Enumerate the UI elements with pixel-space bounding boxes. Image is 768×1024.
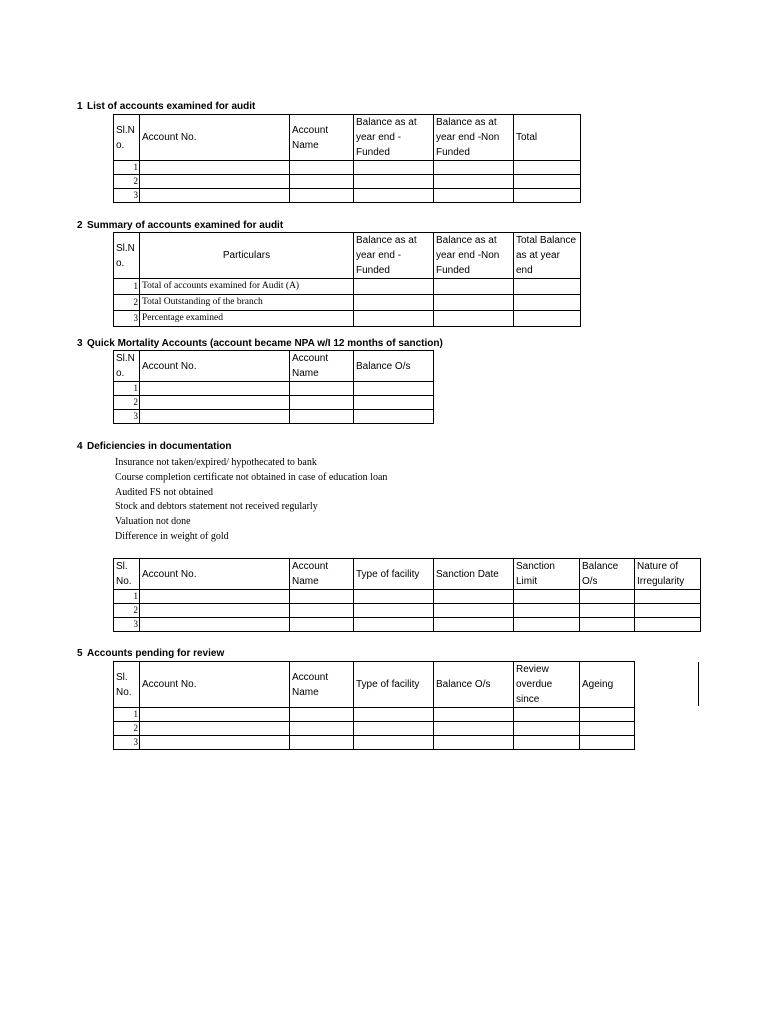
- table-cell[interactable]: [354, 189, 434, 203]
- table-cell[interactable]: [434, 189, 514, 203]
- table-cell[interactable]: [140, 708, 290, 722]
- table-row: [114, 295, 581, 311]
- table-cell[interactable]: [140, 161, 290, 175]
- column-header: Nature of Irregularity: [635, 559, 701, 590]
- column-header: Type of facility: [354, 559, 434, 590]
- table-cell[interactable]: [140, 618, 290, 632]
- table-cell[interactable]: [514, 618, 580, 632]
- table-cell[interactable]: [290, 590, 354, 604]
- table-cell[interactable]: [514, 736, 580, 750]
- table-cell[interactable]: [140, 590, 290, 604]
- column-header: Account Name: [290, 559, 354, 590]
- table-cell[interactable]: [140, 189, 290, 203]
- table-cell[interactable]: [434, 736, 514, 750]
- table-cell[interactable]: [140, 396, 290, 410]
- table-cell[interactable]: [140, 382, 290, 396]
- table-cell[interactable]: [514, 189, 581, 203]
- table-row: [114, 382, 434, 396]
- table-cell[interactable]: [140, 410, 290, 424]
- table-cell[interactable]: [140, 736, 290, 750]
- row-number: 1: [114, 382, 140, 396]
- column-header: Balance as at year end - Funded: [354, 233, 434, 279]
- row-number: 2: [114, 295, 140, 311]
- column-header: Type of facility: [354, 662, 434, 708]
- deficiency-item: Insurance not taken/expired/ hypothecated to bank: [115, 457, 317, 468]
- row-number: 2: [114, 722, 140, 736]
- table-cell[interactable]: [514, 604, 580, 618]
- row-number: 3: [114, 618, 140, 632]
- column-header: Balance as at year end -Non Funded: [434, 115, 514, 161]
- column-header: Account Name: [290, 351, 354, 382]
- deficiency-item: Course completion certificate not obtained in case of education loan: [115, 471, 388, 483]
- table-cell[interactable]: [354, 722, 434, 736]
- table-row: [114, 279, 581, 295]
- row-number: 3: [114, 311, 140, 327]
- table-cell[interactable]: [354, 382, 434, 396]
- quick-mortality-table: [113, 350, 434, 424]
- column-header: Ageing: [580, 662, 635, 708]
- deficiency-item: Valuation not done: [115, 516, 191, 528]
- table-cell[interactable]: [635, 618, 701, 632]
- table-cell[interactable]: [290, 604, 354, 618]
- table-cell[interactable]: [290, 410, 354, 424]
- table-row: [114, 175, 581, 189]
- deficiency-item: Difference in weight of gold: [115, 530, 229, 542]
- row-number: 1: [114, 590, 140, 604]
- table-cell[interactable]: [140, 722, 290, 736]
- summary-table: [113, 232, 581, 327]
- table-row: [114, 590, 701, 604]
- table-cell[interactable]: [434, 311, 514, 327]
- table-cell[interactable]: [354, 396, 434, 410]
- section-3-title: 3 Quick Mortality Accounts (account became NPA w/I 12 months of sanction): [77, 338, 443, 349]
- table-cell[interactable]: [580, 618, 635, 632]
- row-number: 1: [114, 161, 140, 175]
- table-header-row: [114, 559, 701, 590]
- column-header: Balance O/s: [580, 559, 635, 590]
- table-cell[interactable]: [354, 708, 434, 722]
- table-cell[interactable]: [434, 161, 514, 175]
- table-cell[interactable]: [580, 722, 635, 736]
- table-cell[interactable]: [514, 311, 581, 327]
- column-header: Balance O/s: [434, 662, 514, 708]
- column-header: Review overdue since: [514, 662, 580, 708]
- table-row: [114, 708, 635, 722]
- table-row: [114, 736, 635, 750]
- table-row: [114, 189, 581, 203]
- table-cell[interactable]: [290, 722, 354, 736]
- table-cell[interactable]: [290, 618, 354, 632]
- column-header: Sanction Date: [434, 559, 514, 590]
- row-number: 2: [114, 175, 140, 189]
- column-header: Account Name: [290, 662, 354, 708]
- table-row: [114, 311, 581, 327]
- column-header: Total: [514, 115, 581, 161]
- table-row: [114, 618, 701, 632]
- table-row: [114, 410, 434, 424]
- row-number: 1: [114, 279, 140, 295]
- table-cell[interactable]: [434, 708, 514, 722]
- column-header: Account No.: [140, 351, 290, 382]
- column-header: Sl. No.: [114, 559, 140, 590]
- section-1-title: 1 List of accounts examined for audit: [77, 101, 256, 112]
- accounts-examined-table: [113, 114, 581, 203]
- table-cell[interactable]: [580, 708, 635, 722]
- table-cell[interactable]: [635, 604, 701, 618]
- table-cell[interactable]: [434, 175, 514, 189]
- particulars-cell: Total Outstanding of the branch: [140, 295, 354, 311]
- column-header: Balance as at year end - Funded: [354, 115, 434, 161]
- column-header: Sl.N o.: [114, 115, 140, 161]
- table-cell[interactable]: [290, 175, 354, 189]
- table-row: [114, 396, 434, 410]
- table-cell[interactable]: [354, 736, 434, 750]
- column-header: Particulars: [140, 233, 354, 279]
- column-header: Balance O/s: [354, 351, 434, 382]
- particulars-cell: Total of accounts examined for Audit (A): [140, 279, 354, 295]
- table-row: [114, 722, 635, 736]
- table-cell[interactable]: [290, 736, 354, 750]
- table-cell[interactable]: [290, 396, 354, 410]
- table-cell[interactable]: [580, 604, 635, 618]
- table-cell[interactable]: [290, 382, 354, 396]
- table-cell[interactable]: [514, 295, 581, 311]
- table-row: [114, 604, 701, 618]
- table-cell[interactable]: [434, 590, 514, 604]
- column-header: Sl. No.: [114, 662, 140, 708]
- table-cell[interactable]: [514, 708, 580, 722]
- column-header: Account No.: [140, 559, 290, 590]
- table-cell[interactable]: [434, 604, 514, 618]
- column-header: Account No.: [140, 115, 290, 161]
- section-4-title: 4 Deficiencies in documentation: [77, 441, 232, 452]
- column-header: Account Name: [290, 115, 354, 161]
- deficiency-item: Audited FS not obtained: [115, 486, 214, 498]
- table-cell[interactable]: [434, 279, 514, 295]
- table-cell[interactable]: [514, 279, 581, 295]
- table-cell[interactable]: [140, 175, 290, 189]
- column-header: Sanction Limit: [514, 559, 580, 590]
- table-cell[interactable]: [354, 590, 434, 604]
- particulars-cell: Percentage examined: [140, 311, 354, 327]
- section-2-title: 2 Summary of accounts examined for audit: [77, 220, 284, 231]
- table-cell[interactable]: [514, 590, 580, 604]
- row-number: 3: [114, 736, 140, 750]
- deficiency-list: [115, 456, 387, 545]
- table-cell[interactable]: [514, 161, 581, 175]
- table-cell[interactable]: [354, 161, 434, 175]
- table-cell[interactable]: [434, 722, 514, 736]
- table-cell[interactable]: [354, 279, 434, 295]
- table-cell[interactable]: [290, 161, 354, 175]
- deficiencies-table: [113, 558, 701, 632]
- column-header: Balance as at year end -Non Funded: [434, 233, 514, 279]
- table-cell[interactable]: [354, 175, 434, 189]
- row-number: 2: [114, 396, 140, 410]
- table-cell[interactable]: [354, 604, 434, 618]
- column-header: Sl.N o.: [114, 233, 140, 279]
- table-header-row: [114, 115, 581, 161]
- pending-review-table: [113, 661, 635, 750]
- column-header: Account No.: [140, 662, 290, 708]
- table-cell[interactable]: [140, 604, 290, 618]
- table-cell[interactable]: [354, 311, 434, 327]
- table-cell[interactable]: [580, 590, 635, 604]
- section-5-title: 5 Accounts pending for review: [77, 648, 225, 659]
- row-number: 3: [114, 410, 140, 424]
- table-cell[interactable]: [580, 736, 635, 750]
- deficiency-item: Stock and debtors statement not received regularly: [115, 501, 318, 513]
- table-cell[interactable]: [354, 295, 434, 311]
- column-header: Total Balance as at year end: [514, 233, 581, 279]
- table-header-row: [114, 351, 434, 382]
- table-cell[interactable]: [635, 590, 701, 604]
- table-cell[interactable]: [354, 410, 434, 424]
- page-edge-line: [698, 662, 699, 706]
- table-cell[interactable]: [514, 175, 581, 189]
- table-cell[interactable]: [434, 618, 514, 632]
- row-number: 3: [114, 189, 140, 203]
- table-cell[interactable]: [354, 618, 434, 632]
- row-number: 1: [114, 708, 140, 722]
- table-cell[interactable]: [290, 708, 354, 722]
- column-header: Sl.N o.: [114, 351, 140, 382]
- row-number: 2: [114, 604, 140, 618]
- table-header-row: [114, 233, 581, 279]
- table-row: [114, 161, 581, 175]
- table-cell[interactable]: [514, 722, 580, 736]
- table-cell[interactable]: [434, 295, 514, 311]
- table-cell[interactable]: [290, 189, 354, 203]
- table-header-row: [114, 662, 635, 708]
